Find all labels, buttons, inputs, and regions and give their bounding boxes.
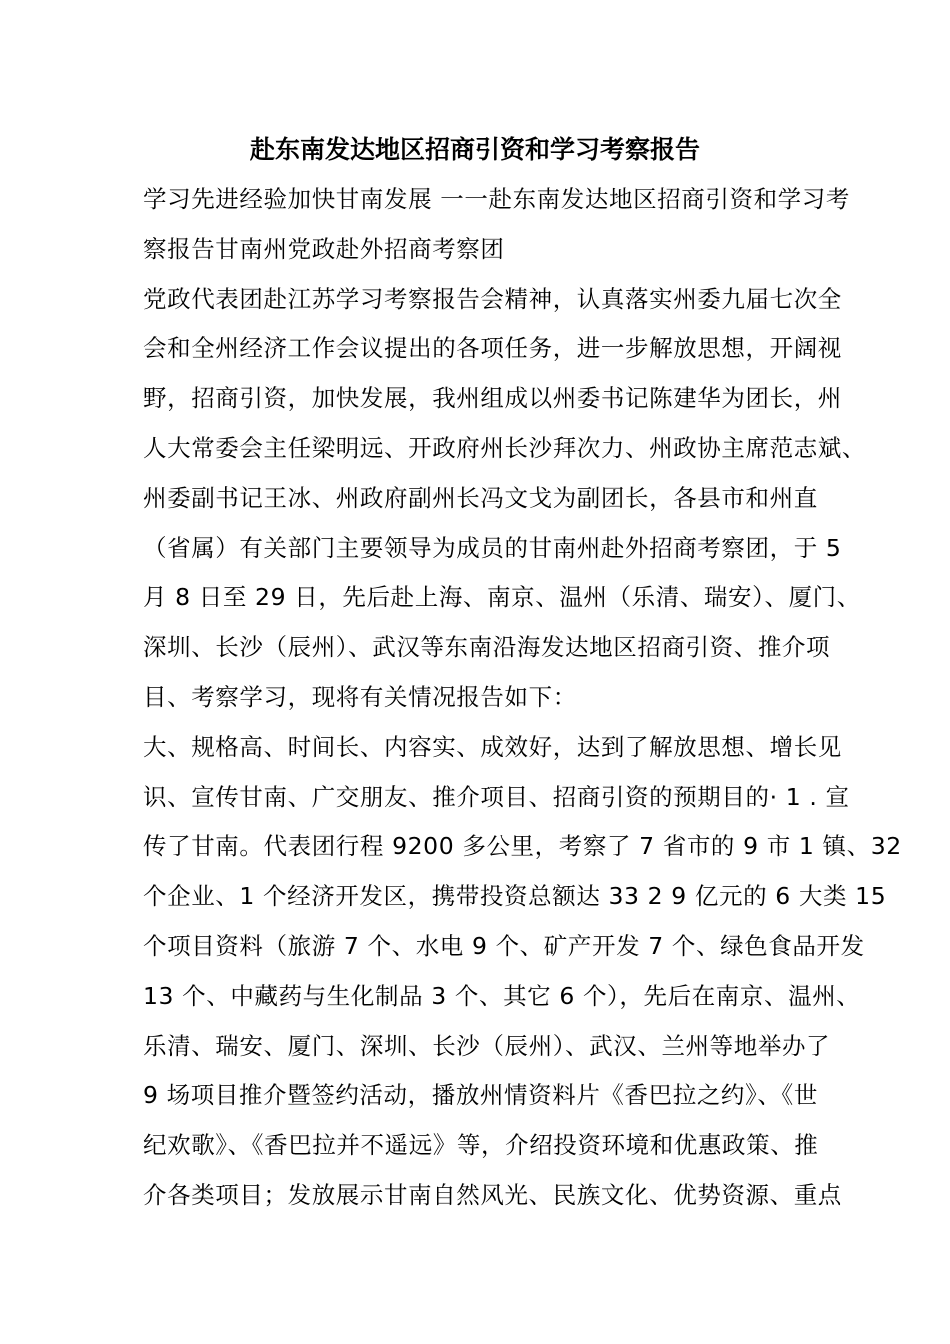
text-line: 9 场项目推介暨签约活动，播放州情资料片《香巴拉之约》、《世 xyxy=(143,1081,818,1110)
text-line: 党政代表团赴江苏学习考察报告会精神，认真落实州委九届七次全 xyxy=(143,284,842,313)
text-line: 会和全州经济工作会议提出的各项任务，进一步解放思想，开阔视 xyxy=(143,334,842,363)
text-line: 州委副书记王冰、州政府副州长冯文戈为副团长，各县市和州直 xyxy=(143,483,818,512)
text-line: 13 个、中藏药与生化制品 3 个、其它 6 个），先后在南京、温州、 xyxy=(143,981,861,1010)
text-line: （省属）有关部门主要领导为成员的甘南州赴外招商考察团，于 5 xyxy=(143,533,842,562)
text-line: 人大常委会主任梁明远、开政府州长沙拜次力、州政协主席范志斌、 xyxy=(143,433,866,462)
text-line: 传了甘南。代表团行程 9200 多公里，考察了 7 省市的 9 市 1 镇、32 xyxy=(143,832,902,861)
text-line: 目、考察学习，现将有关情况报告如下： xyxy=(143,682,577,711)
text-line: 乐清、瑞安、厦门、深圳、长沙（辰州）、武汉、兰州等地举办了 xyxy=(143,1031,831,1060)
document-title: 赴东南发达地区招商引资和学习考察报告 xyxy=(249,135,700,164)
paragraph xyxy=(143,723,902,1221)
text-line: 大、规格高、时间长、内容实、成效好，达到了解放思想、增长见 xyxy=(143,732,842,761)
text-line: 个项目资料（旅游 7 个、水电 9 个、矿产开发 7 个、绿色食品开发 xyxy=(143,931,865,960)
text-line: 介各类项目；发放展示甘南自然风光、民族文化、优势资源、重点 xyxy=(143,1180,842,1209)
text-line: 察报告甘南州党政赴外招商考察团 xyxy=(143,234,505,263)
paragraph xyxy=(143,175,850,275)
document-body xyxy=(143,175,902,1221)
text-line: 个企业、1 个经济开发区，携带投资总额达 33 2 9 亿元的 6 大类 15 xyxy=(143,882,887,911)
text-line: 纪欢歌》、《香巴拉并不遥远》等，介绍投资环境和优惠政策、推 xyxy=(143,1131,819,1160)
text-line: 野，招商引资，加快发展，我州组成以州委书记陈建华为团长，州 xyxy=(143,384,842,413)
text-line: 识、宣传甘南、广交朋友、推介项目、招商引资的预期目的· 1 . 宣 xyxy=(143,782,850,811)
text-line: 月 8 日至 29 日，先后赴上海、南京、温州（乐清、瑞安）、厦门、 xyxy=(143,583,861,612)
paragraph xyxy=(143,275,866,723)
text-line: 深圳、长沙（辰州）、武汉等东南沿海发达地区招商引资、推介项 xyxy=(143,633,831,662)
text-line: 学习先进经验加快甘南发展 一一赴东南发达地区招商引资和学习考 xyxy=(143,185,850,213)
